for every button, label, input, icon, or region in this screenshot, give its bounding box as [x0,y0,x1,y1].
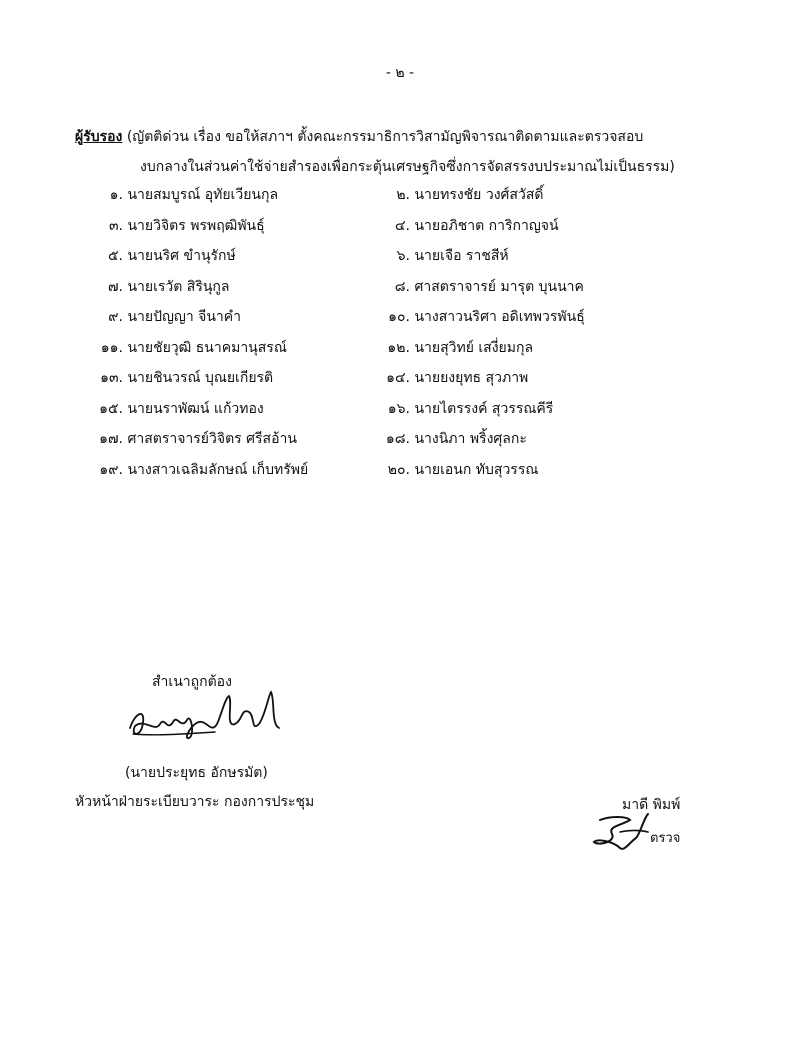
endorser-list-left [75,180,375,485]
endorser-name: นายเรวัต สิรินุกูล [127,278,230,295]
endorser-number: ๓. [108,217,123,234]
endorser-number: ๒. [396,187,410,203]
endorser-number: ๑. [109,187,123,203]
endorser-row [75,333,375,364]
endorser-name: นายอภิชาต การิกาญจน์ [414,217,559,234]
endorser-name: ศาสตราจารย์วิจิตร ศรีสอ้าน [127,431,297,447]
endorser-name: นายยงยุทธ สุวภาพ [414,370,529,386]
endorser-name: นายสุวิทย์ เสงี่ยมกุล [414,339,534,356]
endorser-number: ๑๕. [99,400,123,417]
endorser-row [75,363,375,394]
endorser-name: นายนริศ ขำนุรักษ์ [127,248,236,264]
page-number: - ๒ - [385,65,415,81]
endorser-row [75,180,375,211]
endorser-number: ๑๗. [99,431,123,447]
endorser-name: นายนราพัฒน์ แก้วทอง [127,400,264,417]
endorser-row [75,424,375,455]
motion-description-line1: (ญัตติด่วน เรื่อง ขอให้สภาฯ ตั้งคณะกรรมาธิการวิสามัญพิจารณาติดตามและตรวจสอบ [126,129,644,145]
endorser-name: นายเจือ ราชสีห์ [414,248,509,264]
endorser-name: นายชินวรณ์ บุณยเกียรติ [127,370,274,386]
endorser-name: นางสาวเฉลิมลักษณ์ เก็บทรัพย์ [127,461,309,478]
endorser-row [75,211,375,242]
endorser-name: นายทรงชัย วงศ์สวัสดิ์ [414,187,544,203]
endorser-number: ๑๒. [387,339,410,356]
endorser-name: นายปัญญา จีนาคำ [127,309,242,325]
endorser-row [362,272,762,303]
endorser-row [75,455,375,486]
endorser-number: ๙. [108,309,123,325]
endorser-name: ศาสตราจารย์ มารุต บุนนาค [414,278,584,295]
endorser-name: นายชัยวุฒิ ธนาคมานุสรณ์ [127,339,287,356]
endorser-row [362,180,762,211]
endorser-row [75,241,375,272]
endorser-number: ๔. [394,217,410,234]
endorser-row [75,272,375,303]
endorser-row [75,302,375,333]
endorser-number: ๑๙. [99,461,123,478]
endorser-row [362,241,762,272]
endorser-number: ๑๘. [385,431,410,447]
signature-certifier [125,688,285,748]
motion-heading [75,122,765,182]
endorser-name: นางนิภา พริ้งศุลกะ [414,431,527,447]
endorser-row [362,394,762,425]
signer-name: (นายประยุทธ อักษรมัต) [125,765,268,781]
endorser-row [362,302,762,333]
typist-note: มาดี พิมพ์ [622,797,681,813]
signer-title: หัวหน้าฝ่ายระเบียบวาระ กองการประชุม [75,794,315,810]
endorser-row [362,333,762,364]
endorser-number: ๑๔. [386,370,410,386]
checker-label: ตรวจ [650,831,681,846]
endorser-number: ๕. [107,248,123,264]
endorser-number: ๗. [108,278,123,295]
endorser-row [362,363,762,394]
endorser-number: ๒๐. [387,461,410,478]
endorser-name: นางสาวนริศา อดิเทพวรพันธุ์ [414,309,585,325]
endorser-name: นายวิจิตร พรพฤฒิพันธุ์ [127,217,265,234]
endorser-name: นายไตรรงค์ สุวรรณคีรี [414,400,554,417]
endorser-number: ๑๓. [100,370,123,386]
endorser-row [362,455,762,486]
endorser-number: ๑๖. [387,400,410,417]
endorser-number: ๑๑. [100,339,123,356]
endorser-number: ๑๐. [388,309,410,325]
endorser-name: นายเอนก ทับสุวรรณ [414,461,539,478]
endorser-row [362,424,762,455]
endorser-list-right [362,180,762,485]
signature-checker [590,812,652,856]
endorser-name: นายสมบูรณ์ อุทัยเวียนกุล [127,187,279,203]
certified-copy-label: สำเนาถูกต้อง [152,674,232,690]
endorsers-label: ผู้รับรอง [75,129,123,145]
motion-description-line2: งบกลางในส่วนค่าใช้จ่ายสำรองเพื่อกระตุ้นเศรษฐกิจซึ่งการจัดสรรงบประมาณไม่เป็นธรรม) [140,159,675,175]
endorser-row [362,211,762,242]
endorser-row [75,394,375,425]
endorser-number: ๖. [396,248,410,264]
endorser-number: ๘. [394,278,410,295]
